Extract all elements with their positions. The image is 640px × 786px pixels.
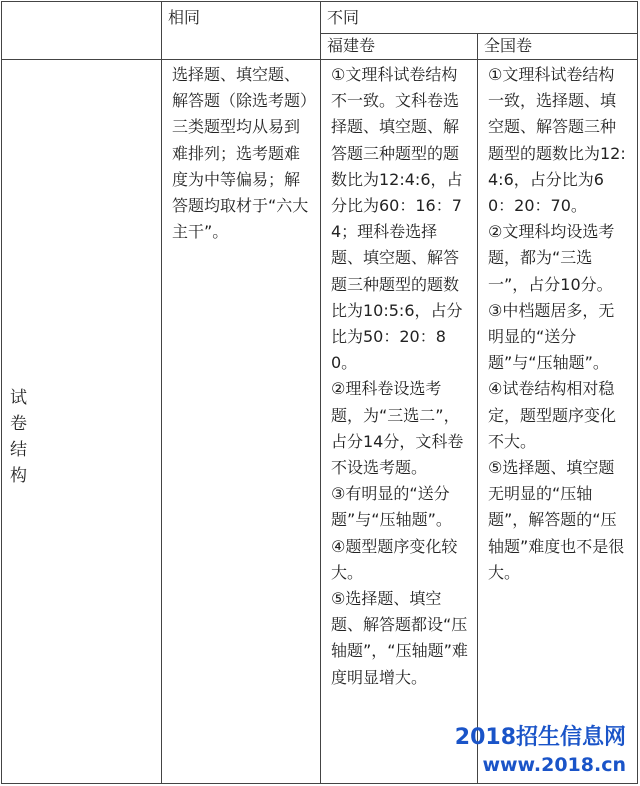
row-label-char: 试 xyxy=(10,387,27,408)
header-national: 全国卷 xyxy=(478,34,638,60)
corner-cell xyxy=(2,2,162,60)
national-point-3: ③中档题居多，无明显的“送分题”与“压轴题”。 xyxy=(488,300,615,373)
fujian-point-3: ③有明显的“送分题”与“压轴题”。 xyxy=(331,484,452,530)
cell-national xyxy=(478,60,638,784)
watermark-url: www.2018.cn xyxy=(482,754,626,776)
cell-same xyxy=(162,60,321,784)
row-label-char: 构 xyxy=(10,465,27,486)
fujian-point-4: ④题型题序变化较大。 xyxy=(331,536,458,582)
structure-comparison-table xyxy=(1,1,638,784)
row-label-exam-structure xyxy=(2,60,162,784)
watermark-site-name: 2018招生信息网 xyxy=(454,725,626,750)
header-same: 相同 xyxy=(162,2,321,60)
national-point-1: ①文理科试卷结构一致，选择题、填空题、解答题三种题型的题数比为12:4:6，占分比为60：20：70。 xyxy=(488,65,626,216)
cell-fujian xyxy=(321,60,478,784)
national-point-4: ④试卷结构相对稳定，题型题序变化不大。 xyxy=(488,379,617,451)
national-point-2: ②文理科均设选考题，都为“三选一”，占分10分。 xyxy=(488,222,615,294)
fujian-point-1: ①文理科试卷结构不一致。文科卷选择题、填空题、解答题三种题型的题数比为12:4:6，占分比为60：16：74；理科卷选择题、填空题、解答题三种题型的题数比为10:5:6，占分比为50：20：80。 xyxy=(331,65,463,373)
site-watermark xyxy=(455,724,626,778)
header-different: 不同 xyxy=(321,2,638,34)
same-paragraph: 选择题、填空题、解答题（除选考题）三类题型均从易到难排列；选考题难度为中等偏易；解答题均取材于“六大主干”。 xyxy=(172,65,309,242)
national-point-5: ⑤选择题、填空题无明显的“压轴题”，解答题的“压轴题”难度也不是很大。 xyxy=(488,458,625,582)
row-label-char: 结 xyxy=(10,439,27,460)
fujian-point-2: ②理科卷设选考题，为“三选二”，占分14分，文科卷不设选考题。 xyxy=(331,379,464,478)
fujian-point-5: ⑤选择题、填空题、解答题都设“压轴题”，“压轴题”难度明显增大。 xyxy=(331,589,468,687)
header-fujian: 福建卷 xyxy=(321,34,478,60)
row-label-char: 卷 xyxy=(10,413,27,434)
